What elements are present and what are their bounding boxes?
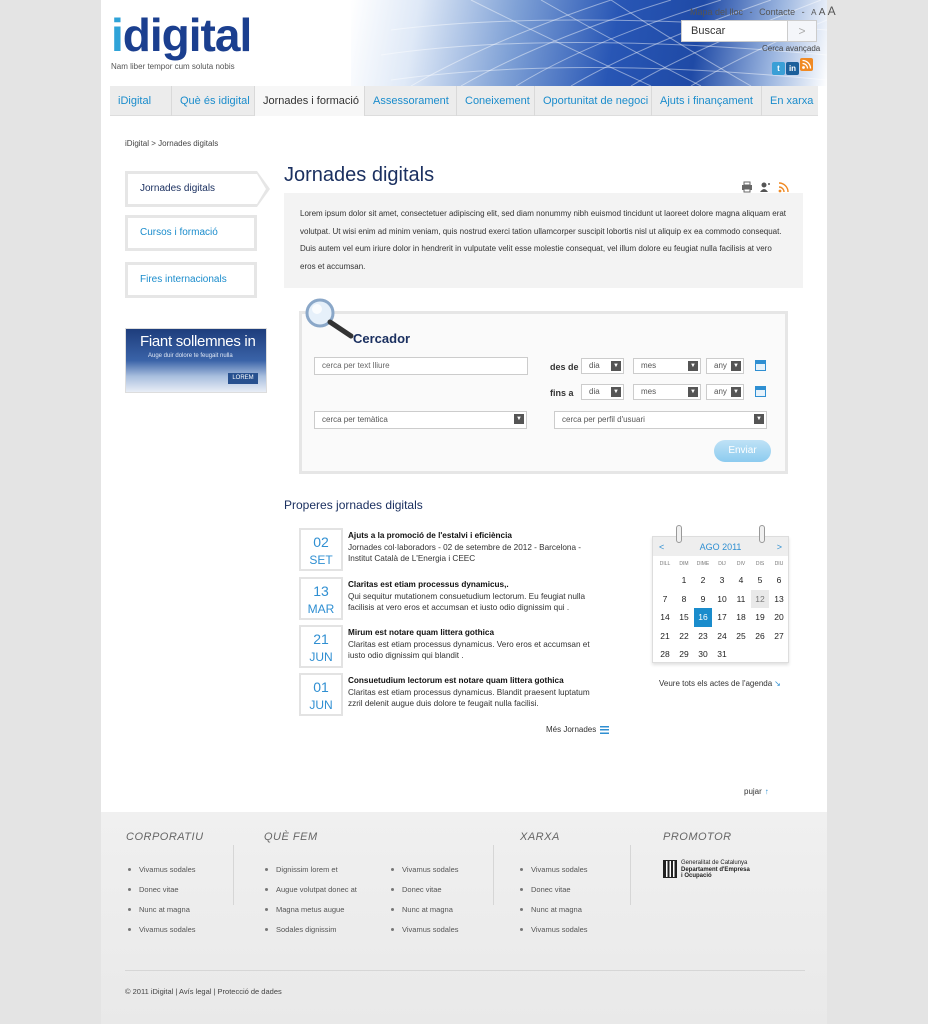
calendar-day[interactable]: 18 xyxy=(736,612,746,622)
font-size-medium[interactable]: A xyxy=(818,7,825,18)
share-user-icon[interactable] xyxy=(759,180,771,192)
chevron-down-icon: ▼ xyxy=(731,361,741,371)
to-month-value: mes xyxy=(641,387,657,396)
calendar-weekday: DIJ xyxy=(718,561,726,567)
footer-link[interactable]: Vivamus sodales xyxy=(391,924,459,944)
calendar-day[interactable]: 6 xyxy=(776,575,782,585)
event-title[interactable]: Mirum est notare quam littera gothica xyxy=(348,628,495,637)
header xyxy=(101,0,836,86)
calendar-ring xyxy=(759,525,765,543)
contact-link[interactable]: Contacte xyxy=(759,7,796,17)
footer-link[interactable]: Dignissim lorem et xyxy=(265,864,357,884)
theme-select[interactable] xyxy=(314,411,527,429)
calendar-weekday: DILL xyxy=(659,561,671,567)
event-title[interactable]: Claritas est etiam processus dynamicus,. xyxy=(348,580,509,589)
footer-link[interactable]: Vivamus sodales xyxy=(520,924,588,944)
footer-link[interactable]: Nunc at magna xyxy=(391,904,459,924)
footer-list-corporatiu xyxy=(128,864,196,944)
nav-item-en-xarxa[interactable]: En xarxa xyxy=(770,95,814,107)
profile-select[interactable] xyxy=(554,411,767,429)
logo-text: digital xyxy=(122,9,252,61)
nav-item-oportunitat[interactable]: Oportunitat de negoci xyxy=(535,86,652,116)
calendar-day[interactable]: 3 xyxy=(719,575,725,585)
event-description: Claritas est etiam processus dynamicus. Vero eros et accumsan et iusto odio dignissim qui blandit . xyxy=(348,639,590,660)
calendar-day[interactable]: 22 xyxy=(679,630,689,641)
from-month-select[interactable] xyxy=(633,358,701,374)
footer-link[interactable]: Sodales dignissim xyxy=(265,924,357,944)
profile-select-value: cerca per perfil d'usuari xyxy=(562,415,645,424)
submit-button[interactable]: Enviar xyxy=(714,440,771,462)
intro-text: Lorem ipsum dolor sit amet, consectetuer adipiscing elit, sed diam nonummy nibh euismod tincidunt ut laoreet dolore magna aliquam erat volutpat. Ut wisi enim ad minim veniam, quis nostrud exerci tation ullamcorper suscipit lobortis nisl ut aliquip ex ea commodo consequat. Duis autem vel eum iriure dolor in hendrerit in vulputate velit esse molestie consequat, vel illum dolore eu feugiat nulla facilisis at vero eros et accumsan. xyxy=(284,193,803,288)
calendar-day[interactable]: 31 xyxy=(717,649,727,659)
calendar-month-label: AGO 2011 xyxy=(699,541,742,552)
event-item[interactable] xyxy=(348,627,606,662)
calendar-day[interactable]: 5 xyxy=(757,575,763,585)
calendar-empty-cell xyxy=(732,645,750,664)
calendar-day[interactable]: 9 xyxy=(700,593,706,604)
font-size-small[interactable]: A xyxy=(811,8,817,17)
promo-banner[interactable] xyxy=(125,328,267,393)
breadcrumb-home[interactable]: iDigital xyxy=(125,139,150,148)
chevron-down-icon: ▼ xyxy=(688,361,698,371)
nav-item-jornades[interactable]: Jornades i formació xyxy=(255,86,365,116)
from-year-value: any xyxy=(714,361,727,370)
sidebar-item-cursos[interactable]: Cursos i formació xyxy=(125,215,257,251)
nav-item-idigital[interactable]: iDigital xyxy=(110,86,172,116)
top-link-separator: - xyxy=(801,7,805,17)
nav-item-ajuts[interactable]: Ajuts i finançament xyxy=(652,86,762,116)
page xyxy=(101,0,836,1024)
search-panel-title: Cercador xyxy=(353,331,411,346)
footer-link[interactable]: Vivamus sodales xyxy=(391,864,459,884)
event-date xyxy=(299,577,343,620)
event-month: MAR xyxy=(307,602,335,616)
footer-link[interactable]: Nunc at magna xyxy=(128,904,196,924)
calendar-day[interactable]: 30 xyxy=(698,649,708,659)
tagline: Nam liber tempor cum soluta nobis xyxy=(111,62,235,71)
to-calendar-icon[interactable] xyxy=(755,386,766,397)
from-label: des de xyxy=(550,362,579,372)
calendar-weekday: DIME xyxy=(696,561,710,567)
sidebar-item-fires[interactable]: Fires internacionals xyxy=(125,262,257,298)
advanced-search-link[interactable]: Cerca avançada xyxy=(762,44,821,53)
event-title[interactable]: Ajuts a la promoció de l'estalvi i eficiència xyxy=(348,531,512,540)
event-date xyxy=(299,528,343,571)
calendar-day[interactable]: 27 xyxy=(774,630,784,641)
event-date xyxy=(299,625,343,668)
nav-item-coneixement[interactable]: Coneixement xyxy=(457,86,535,116)
footer-heading-corporatiu: CORPORATIU xyxy=(126,831,204,843)
footer-link[interactable]: Vivamus sodales xyxy=(128,864,196,884)
footer-list-que-fem-2 xyxy=(391,864,459,944)
footer-link[interactable]: Donec vitae xyxy=(520,884,588,904)
calendar-day[interactable]: 24 xyxy=(717,630,727,641)
social-links xyxy=(771,58,813,76)
gencat-line-3: i Ocupació xyxy=(681,873,712,879)
event-day: 21 xyxy=(313,631,329,647)
logo[interactable] xyxy=(111,10,251,60)
calendar-day[interactable]: 16 xyxy=(694,608,712,627)
calendar-widget xyxy=(652,536,789,663)
rss-feed-icon[interactable] xyxy=(778,180,790,192)
magnifier-icon xyxy=(301,296,357,345)
calendar-day[interactable]: 8 xyxy=(681,593,687,604)
from-month-value: mes xyxy=(641,361,657,370)
calendar-day[interactable]: 28 xyxy=(660,649,670,659)
chevron-down-icon: ▼ xyxy=(514,414,524,424)
linkedin-icon[interactable]: in xyxy=(786,62,799,75)
footer-list-xarxa xyxy=(520,864,588,944)
footer-link[interactable]: Donec vitae xyxy=(128,884,196,904)
arrow-down-right-icon: ↘ xyxy=(774,679,781,688)
gencat-text xyxy=(681,860,750,880)
main-nav xyxy=(110,86,818,116)
from-calendar-icon[interactable] xyxy=(755,360,766,371)
sitemap-link[interactable]: Mapa del lloc xyxy=(690,7,744,17)
event-item[interactable] xyxy=(348,675,606,710)
more-events-label: Més Jornades xyxy=(546,725,597,734)
to-day-value: dia xyxy=(589,387,600,396)
calendar-day[interactable]: 7 xyxy=(662,593,668,604)
agenda-link[interactable] xyxy=(659,679,781,688)
event-title[interactable]: Consuetudium lectorum est notare quam littera gothica xyxy=(348,676,564,685)
event-description: Jornades col·laboradors - 02 de setembre de 2012 - Barcelona - Institut Català de L'Energia i CEEC xyxy=(348,542,582,563)
chevron-down-icon: ▼ xyxy=(611,387,621,397)
event-day: 01 xyxy=(313,679,329,695)
twitter-icon[interactable]: t xyxy=(772,62,785,75)
event-day: 13 xyxy=(313,583,329,599)
chevron-down-icon: ▼ xyxy=(688,387,698,397)
calendar-empty-cell xyxy=(656,571,674,590)
calendar-header xyxy=(653,537,788,556)
breadcrumb-separator: > xyxy=(151,139,156,148)
footer-link[interactable]: Donec vitae xyxy=(391,884,459,904)
font-size-large[interactable]: A xyxy=(827,4,836,18)
calendar-empty-cell xyxy=(770,645,788,664)
calendar-day[interactable]: 20 xyxy=(774,612,784,622)
event-item[interactable] xyxy=(348,530,606,565)
calendar-day[interactable]: 11 xyxy=(736,593,746,604)
calendar-prev-button[interactable]: < xyxy=(659,541,665,552)
sidebar-active-arrow-inner xyxy=(257,174,266,204)
footer-link[interactable]: Vivamus sodales xyxy=(520,864,588,884)
calendar-weekday: DIM xyxy=(679,561,689,567)
footer-divider xyxy=(233,845,234,905)
gencat-line-2: Departament d'Empresa xyxy=(681,866,750,873)
to-day-select[interactable] xyxy=(581,384,624,400)
calendar-day[interactable]: 19 xyxy=(755,612,765,622)
footer-link[interactable]: Vivamus sodales xyxy=(128,924,196,944)
chevron-down-icon: ▼ xyxy=(611,361,621,371)
back-to-top-link[interactable] xyxy=(744,787,769,796)
to-year-value: any xyxy=(714,387,727,396)
calendar-day[interactable]: 10 xyxy=(717,593,727,604)
breadcrumb xyxy=(125,139,218,148)
event-description: Qui sequitur mutationem consuetudium lectorum. Eu feugiat nulla facilisis at vero eros et accumsan et iusto odio dignissim qui . xyxy=(348,591,586,612)
search-button[interactable]: > xyxy=(787,20,817,42)
calendar-ring xyxy=(676,525,682,543)
footer-link[interactable]: Nunc at magna xyxy=(520,904,588,924)
calendar-day[interactable]: 13 xyxy=(774,593,784,604)
footer-heading-que-fem: QUÈ FEM xyxy=(264,831,318,843)
copyright: © 2011 iDigital | Avís legal | Protecció de dades xyxy=(125,987,282,996)
calendar-day[interactable]: 29 xyxy=(679,649,689,659)
calendar-weekday: DIV xyxy=(736,561,746,567)
rss-icon[interactable] xyxy=(800,58,813,71)
calendar-weekday: DIS xyxy=(755,561,765,567)
footer-rule xyxy=(125,970,805,971)
font-size-controls xyxy=(811,4,836,18)
free-text-search-input[interactable]: cerca per text lliure xyxy=(314,357,528,375)
footer-link[interactable]: Augue volutpat donec at xyxy=(265,884,357,904)
calendar-empty-cell xyxy=(751,645,769,664)
event-item[interactable] xyxy=(348,579,606,614)
promo-button[interactable]: LOREM xyxy=(228,373,258,384)
calendar-weekday: DIU xyxy=(774,561,784,567)
list-icon xyxy=(600,726,609,734)
calendar-day[interactable]: 1 xyxy=(681,575,687,585)
calendar-day[interactable]: 4 xyxy=(738,575,744,585)
arrow-up-icon: ↑ xyxy=(764,787,769,796)
search-input[interactable]: Buscar xyxy=(681,20,787,42)
event-date xyxy=(299,673,343,716)
footer-heading-xarxa: XARXA xyxy=(520,831,560,843)
from-day-value: dia xyxy=(589,361,600,370)
events-section-title: Properes jornades digitals xyxy=(284,498,423,512)
calendar-grid xyxy=(653,556,788,664)
chevron-down-icon: ▼ xyxy=(754,414,764,424)
calendar-day[interactable]: 15 xyxy=(679,612,689,622)
top-links xyxy=(690,4,840,18)
from-day-select[interactable] xyxy=(581,358,624,374)
logo-i: i xyxy=(111,9,123,61)
footer-list-que-fem-1 xyxy=(265,864,357,944)
chevron-down-icon: ▼ xyxy=(731,387,741,397)
to-year-select[interactable] xyxy=(706,384,744,400)
calendar-day[interactable]: 25 xyxy=(736,630,746,641)
nav-item-que-es[interactable]: Què és idigital xyxy=(172,86,255,116)
page-title: Jornades digitals xyxy=(284,164,435,186)
calendar-day[interactable]: 2 xyxy=(700,575,706,585)
sidebar-item-jornades[interactable]: Jornades digitals xyxy=(125,171,257,207)
back-to-top-label: pujar xyxy=(744,787,762,796)
footer-divider xyxy=(630,845,631,905)
more-events-link[interactable] xyxy=(546,725,609,734)
calendar-day[interactable]: 12 xyxy=(751,590,769,609)
gencat-emblem-icon xyxy=(663,860,677,878)
footer-heading-promotor: PROMOTOR xyxy=(663,831,732,843)
breadcrumb-current: Jornades digitals xyxy=(158,139,219,148)
calendar-day[interactable]: 26 xyxy=(755,630,765,641)
print-icon[interactable] xyxy=(741,180,753,192)
calendar-next-button[interactable]: > xyxy=(776,541,782,552)
event-month: JUN xyxy=(309,698,333,712)
event-description: Claritas est etiam processus dynamicus. Blandit praesent luptatum zzril delenit augue duis dolore te feugait nulla facilisi. xyxy=(348,687,590,708)
from-year-select[interactable] xyxy=(706,358,744,374)
gencat-line-1: Generalitat de Catalunya xyxy=(681,860,748,866)
calendar-day[interactable]: 17 xyxy=(717,612,727,622)
calendar-day[interactable]: 23 xyxy=(698,630,708,641)
promo-subtitle: Auge duir dolore te feugait nulla xyxy=(148,353,233,359)
agenda-link-label: Veure tots els actes de l'agenda xyxy=(659,679,773,688)
to-month-select[interactable] xyxy=(633,384,701,400)
event-day: 02 xyxy=(313,534,329,550)
calendar-day[interactable]: 21 xyxy=(660,630,670,641)
event-month: SET xyxy=(309,553,333,567)
footer-divider xyxy=(493,845,494,905)
promo-title: Fiant sollemnes in xyxy=(140,333,256,350)
to-label: fins a xyxy=(550,388,574,398)
nav-item-assessorament[interactable]: Assessorament xyxy=(365,86,457,116)
top-link-separator: - xyxy=(749,7,753,17)
theme-select-value: cerca per temàtica xyxy=(322,415,388,424)
event-month: JUN xyxy=(309,650,333,664)
footer-link[interactable]: Magna metus augue xyxy=(265,904,357,924)
calendar-day[interactable]: 14 xyxy=(660,612,670,622)
